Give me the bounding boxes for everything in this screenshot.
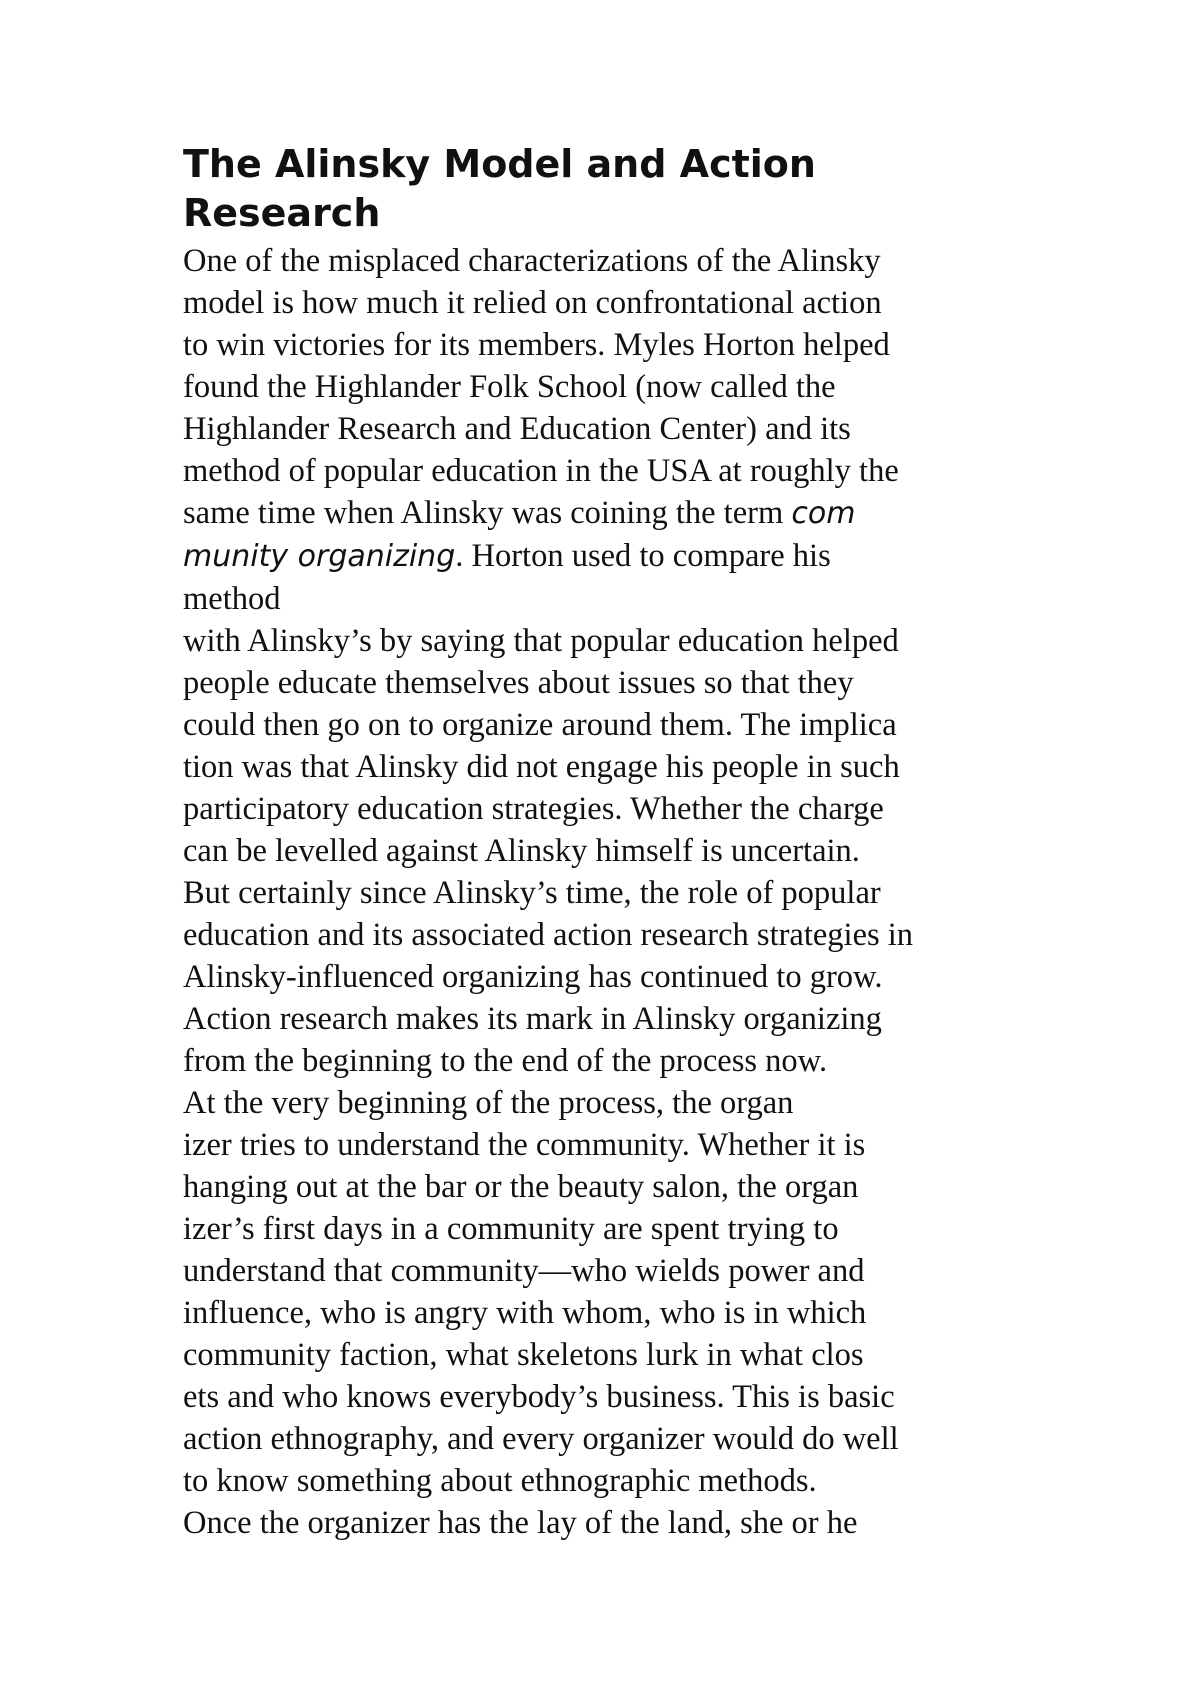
text-line: [183, 535, 1043, 578]
text-line: One of the misplaced characterizations of the Alinsky: [183, 243, 881, 279]
text-line: from the beginning to the end of the process now.: [183, 1043, 828, 1079]
text-line: method of popular education in the USA at roughly the: [183, 453, 899, 489]
text-line: ets and who knows everybody’s business. This is basic: [183, 1379, 895, 1415]
text-line: people educate themselves about issues so that they: [183, 665, 854, 701]
text-line: tion was that Alinsky did not engage his people in such: [183, 749, 900, 785]
text-line: Once the organizer has the lay of the land, she or he: [183, 1505, 858, 1541]
text-line: hanging out at the bar or the beauty salon, the organ: [183, 1169, 859, 1205]
emphasized-term: munity organizing: [183, 539, 456, 574]
text-segment: . Horton used to compare his: [455, 538, 831, 574]
text-line: model is how much it relied on confrontational action: [183, 285, 882, 321]
text-line: [183, 492, 1043, 535]
text-line: action ethnography, and every organizer would do well: [183, 1421, 899, 1457]
text-line: Action research makes its mark in Alinsky organizing: [183, 1001, 882, 1037]
text-line: found the Highlander Folk School (now called the: [183, 369, 836, 405]
title-line: Research: [183, 191, 381, 235]
text-line: At the very beginning of the process, the organ: [183, 1085, 794, 1121]
text-line: education and its associated action research strategies in: [183, 917, 914, 953]
text-line: influence, who is angry with whom, who is in which: [183, 1295, 867, 1331]
text-line: to win victories for its members. Myles Horton helped: [183, 327, 890, 363]
text-line: understand that community—who wields power and: [183, 1253, 865, 1289]
text-line: community faction, what skeletons lurk in what clos: [183, 1337, 864, 1373]
text-line: could then go on to organize around them. The implica: [183, 707, 897, 743]
text-line: to know something about ethnographic methods.: [183, 1463, 817, 1499]
text-line: method: [183, 581, 281, 617]
emphasized-term: com: [791, 496, 856, 531]
text-line: But certainly since Alinsky’s time, the role of popular: [183, 875, 881, 911]
text-line: with Alinsky’s by saying that popular education helped: [183, 623, 899, 659]
text-line: izer tries to understand the community. Whether it is: [183, 1127, 866, 1163]
title-line: The Alinsky Model and Action: [183, 142, 816, 186]
text-line: participatory education strategies. Whether the charge: [183, 791, 884, 827]
document-content: [183, 140, 1043, 1544]
text-line: Alinsky-influenced organizing has continued to grow.: [183, 959, 883, 995]
text-line: Highlander Research and Education Center) and its: [183, 411, 851, 447]
body-paragraph: [183, 240, 1043, 1544]
text-segment: same time when Alinsky was coining the term: [183, 495, 792, 531]
text-line: izer’s first days in a community are spent trying to: [183, 1211, 839, 1247]
text-line: can be levelled against Alinsky himself is uncertain.: [183, 833, 860, 869]
section-title: [183, 140, 1043, 238]
